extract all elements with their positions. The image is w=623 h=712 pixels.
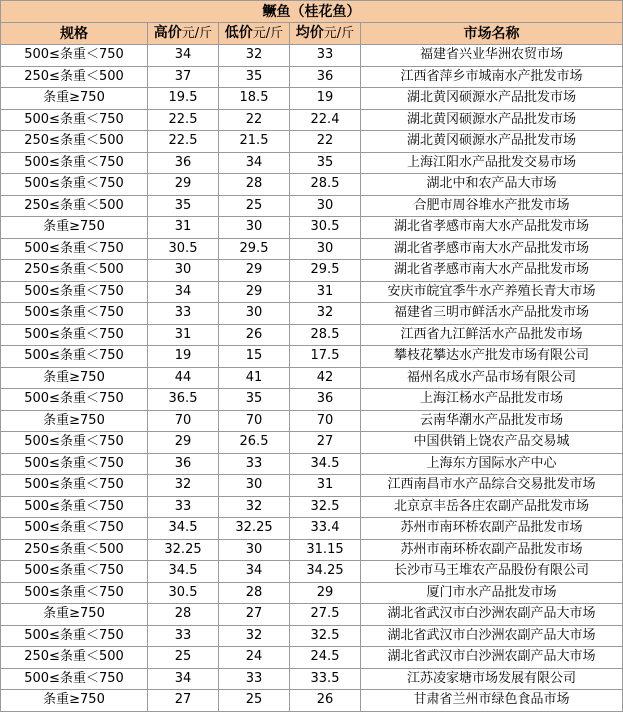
cell-low: 33 [219,668,290,690]
cell-avg: 32.5 [290,496,361,518]
cell-high: 32 [148,475,219,497]
cell-avg: 32.5 [290,625,361,647]
cell-low: 29.5 [219,238,290,260]
cell-avg: 42 [290,367,361,389]
cell-market: 湖北黄冈硕源水产品批发市场 [361,109,623,131]
cell-avg: 28.5 [290,324,361,346]
cell-spec: 500≤条重＜750 [1,303,148,325]
cell-avg: 28.5 [290,174,361,196]
cell-market: 苏州市南环桥农副产品批发市场 [361,518,623,540]
table-row [1,668,623,690]
table-row [1,217,623,239]
cell-high: 19.5 [148,88,219,110]
cell-low: 34 [219,152,290,174]
table-row [1,389,623,411]
cell-high: 32.25 [148,539,219,561]
cell-high: 36 [148,152,219,174]
cell-avg: 36 [290,66,361,88]
table-row [1,647,623,669]
cell-avg: 22 [290,131,361,153]
cell-market: 厦门市水产品批发市场 [361,582,623,604]
header-low-unit: 元/斤 [252,26,284,41]
cell-spec: 条重≥750 [1,217,148,239]
cell-avg: 70 [290,410,361,432]
table-row [1,690,623,712]
cell-avg: 26 [290,690,361,712]
cell-spec: 500≤条重＜750 [1,518,148,540]
cell-high: 31 [148,324,219,346]
table-row [1,518,623,540]
cell-high: 34 [148,668,219,690]
cell-market: 安庆市皖宜季牛水产养殖长青大市场 [361,281,623,303]
cell-low: 28 [219,582,290,604]
cell-high: 34 [148,45,219,67]
cell-low: 29 [219,281,290,303]
cell-low: 30 [219,217,290,239]
cell-avg: 17.5 [290,346,361,368]
cell-avg: 31.15 [290,539,361,561]
cell-market: 福建省三明市鲜活水产品批发市场 [361,303,623,325]
cell-market: 上海江杨水产品批发市场 [361,389,623,411]
table-row [1,561,623,583]
cell-high: 70 [148,410,219,432]
cell-market: 福州名成水产品市场有限公司 [361,367,623,389]
cell-market: 湖北省武汉市白沙洲农副产品大市场 [361,647,623,669]
cell-spec: 250≤条重＜500 [1,647,148,669]
cell-high: 44 [148,367,219,389]
cell-high: 37 [148,66,219,88]
cell-spec: 250≤条重＜500 [1,539,148,561]
header-high-unit: 元/斤 [181,26,213,41]
table-row [1,109,623,131]
table-title: 鳜鱼（桂花鱼） [1,1,623,23]
cell-low: 30 [219,475,290,497]
cell-spec: 500≤条重＜750 [1,238,148,260]
cell-low: 26.5 [219,432,290,454]
cell-low: 18.5 [219,88,290,110]
cell-high: 33 [148,303,219,325]
cell-low: 25 [219,690,290,712]
table-row [1,45,623,67]
cell-low: 22 [219,109,290,131]
cell-high: 28 [148,604,219,626]
cell-market: 攀枝花攀达水产批发市场有限公司 [361,346,623,368]
cell-market: 湖北黄冈硕源水产品批发市场 [361,88,623,110]
cell-avg: 30 [290,195,361,217]
table-row [1,625,623,647]
table-row [1,432,623,454]
cell-market: 云南华潮水产品批发市场 [361,410,623,432]
table-body [1,45,623,712]
cell-spec: 500≤条重＜750 [1,561,148,583]
table-row [1,410,623,432]
cell-low: 34 [219,561,290,583]
table-header-row [1,23,623,45]
cell-spec: 500≤条重＜750 [1,324,148,346]
cell-market: 北京京丰岳各庄农副产品批发市场 [361,496,623,518]
cell-avg: 33 [290,45,361,67]
table-row [1,238,623,260]
cell-low: 15 [219,346,290,368]
cell-high: 35 [148,195,219,217]
cell-low: 21.5 [219,131,290,153]
cell-avg: 35 [290,152,361,174]
cell-spec: 250≤条重＜500 [1,66,148,88]
table-title-row [1,1,623,23]
cell-low: 29 [219,260,290,282]
table-row [1,582,623,604]
cell-low: 27 [219,604,290,626]
cell-low: 35 [219,66,290,88]
cell-spec: 500≤条重＜750 [1,625,148,647]
cell-low: 32 [219,496,290,518]
header-low: 低价元/斤 [219,23,290,45]
cell-low: 32 [219,45,290,67]
cell-market: 上海江阳水产品批发交易市场 [361,152,623,174]
cell-market: 江西省九江鲜活水产品批发市场 [361,324,623,346]
table-row [1,195,623,217]
cell-spec: 500≤条重＜750 [1,152,148,174]
cell-high: 30.5 [148,582,219,604]
cell-market: 湖北黄冈硕源水产品批发市场 [361,131,623,153]
cell-market: 合肥市周谷堆水产批发市场 [361,195,623,217]
cell-market: 上海东方国际水产中心 [361,453,623,475]
cell-market: 江西省萍乡市城南水产批发市场 [361,66,623,88]
cell-high: 34 [148,281,219,303]
cell-spec: 500≤条重＜750 [1,668,148,690]
table-row [1,453,623,475]
cell-avg: 24.5 [290,647,361,669]
cell-low: 28 [219,174,290,196]
table-row [1,260,623,282]
table-row [1,539,623,561]
cell-low: 33 [219,453,290,475]
cell-avg: 27 [290,432,361,454]
header-high: 高价元/斤 [148,23,219,45]
cell-market: 福建省兴业华洲农贸市场 [361,45,623,67]
cell-market: 苏州市南环桥农副产品批发市场 [361,539,623,561]
table-row [1,66,623,88]
cell-high: 19 [148,346,219,368]
cell-spec: 250≤条重＜500 [1,195,148,217]
cell-avg: 32 [290,303,361,325]
cell-high: 30 [148,260,219,282]
cell-spec: 条重≥750 [1,690,148,712]
cell-high: 22.5 [148,131,219,153]
cell-market: 中国供销上饶农产品交易城 [361,432,623,454]
table-row [1,367,623,389]
cell-market: 长沙市马王堆农产品股份有限公司 [361,561,623,583]
table-row [1,604,623,626]
header-avg-unit: 元/斤 [323,26,355,41]
cell-market: 江苏凌家塘市场发展有限公司 [361,668,623,690]
header-spec: 规格 [1,23,148,45]
cell-market: 湖北省孝感市南大水产品批发市场 [361,217,623,239]
cell-avg: 19 [290,88,361,110]
cell-spec: 250≤条重＜500 [1,260,148,282]
cell-spec: 500≤条重＜750 [1,346,148,368]
cell-low: 35 [219,389,290,411]
cell-avg: 31 [290,281,361,303]
cell-high: 33 [148,496,219,518]
cell-low: 30 [219,303,290,325]
cell-avg: 34.5 [290,453,361,475]
table-row [1,475,623,497]
cell-spec: 500≤条重＜750 [1,453,148,475]
table-row [1,303,623,325]
header-market: 市场名称 [361,23,623,45]
cell-high: 33 [148,625,219,647]
cell-low: 32 [219,625,290,647]
table-row [1,281,623,303]
cell-spec: 500≤条重＜750 [1,582,148,604]
cell-high: 36.5 [148,389,219,411]
cell-spec: 500≤条重＜750 [1,109,148,131]
cell-low: 70 [219,410,290,432]
cell-avg: 30.5 [290,217,361,239]
cell-high: 30.5 [148,238,219,260]
cell-spec: 条重≥750 [1,88,148,110]
cell-avg: 36 [290,389,361,411]
cell-spec: 500≤条重＜750 [1,475,148,497]
cell-low: 41 [219,367,290,389]
cell-high: 22.5 [148,109,219,131]
cell-market: 甘肃省兰州市绿色食品市场 [361,690,623,712]
cell-spec: 250≤条重＜500 [1,131,148,153]
cell-market: 湖北中和农产品大市场 [361,174,623,196]
cell-high: 34.5 [148,561,219,583]
cell-spec: 500≤条重＜750 [1,45,148,67]
cell-high: 25 [148,647,219,669]
cell-high: 36 [148,453,219,475]
cell-spec: 条重≥750 [1,410,148,432]
cell-spec: 条重≥750 [1,604,148,626]
cell-avg: 30 [290,238,361,260]
cell-spec: 条重≥750 [1,367,148,389]
table-row [1,496,623,518]
cell-avg: 22.4 [290,109,361,131]
cell-market: 湖北省武汉市白沙洲农副产品大市场 [361,625,623,647]
cell-avg: 33.5 [290,668,361,690]
cell-low: 24 [219,647,290,669]
cell-market: 湖北省孝感市南大水产品批发市场 [361,260,623,282]
cell-avg: 29 [290,582,361,604]
cell-high: 34.5 [148,518,219,540]
cell-avg: 29.5 [290,260,361,282]
table-row [1,346,623,368]
cell-spec: 500≤条重＜750 [1,496,148,518]
header-avg: 均价元/斤 [290,23,361,45]
cell-high: 29 [148,432,219,454]
cell-avg: 31 [290,475,361,497]
cell-low: 26 [219,324,290,346]
cell-avg: 34.25 [290,561,361,583]
cell-low: 25 [219,195,290,217]
cell-avg: 33.4 [290,518,361,540]
cell-high: 27 [148,690,219,712]
cell-high: 31 [148,217,219,239]
cell-spec: 500≤条重＜750 [1,174,148,196]
table-row [1,88,623,110]
cell-market: 湖北省孝感市南大水产品批发市场 [361,238,623,260]
cell-avg: 27.5 [290,604,361,626]
table-row [1,174,623,196]
cell-spec: 500≤条重＜750 [1,432,148,454]
table-row [1,152,623,174]
cell-spec: 500≤条重＜750 [1,281,148,303]
cell-spec: 500≤条重＜750 [1,389,148,411]
cell-high: 29 [148,174,219,196]
cell-low: 30 [219,539,290,561]
cell-low: 32.25 [219,518,290,540]
table-row [1,131,623,153]
table-row [1,324,623,346]
cell-market: 湖北省武汉市白沙洲农副产品大市场 [361,604,623,626]
cell-market: 江西南昌市水产品综合交易批发市场 [361,475,623,497]
